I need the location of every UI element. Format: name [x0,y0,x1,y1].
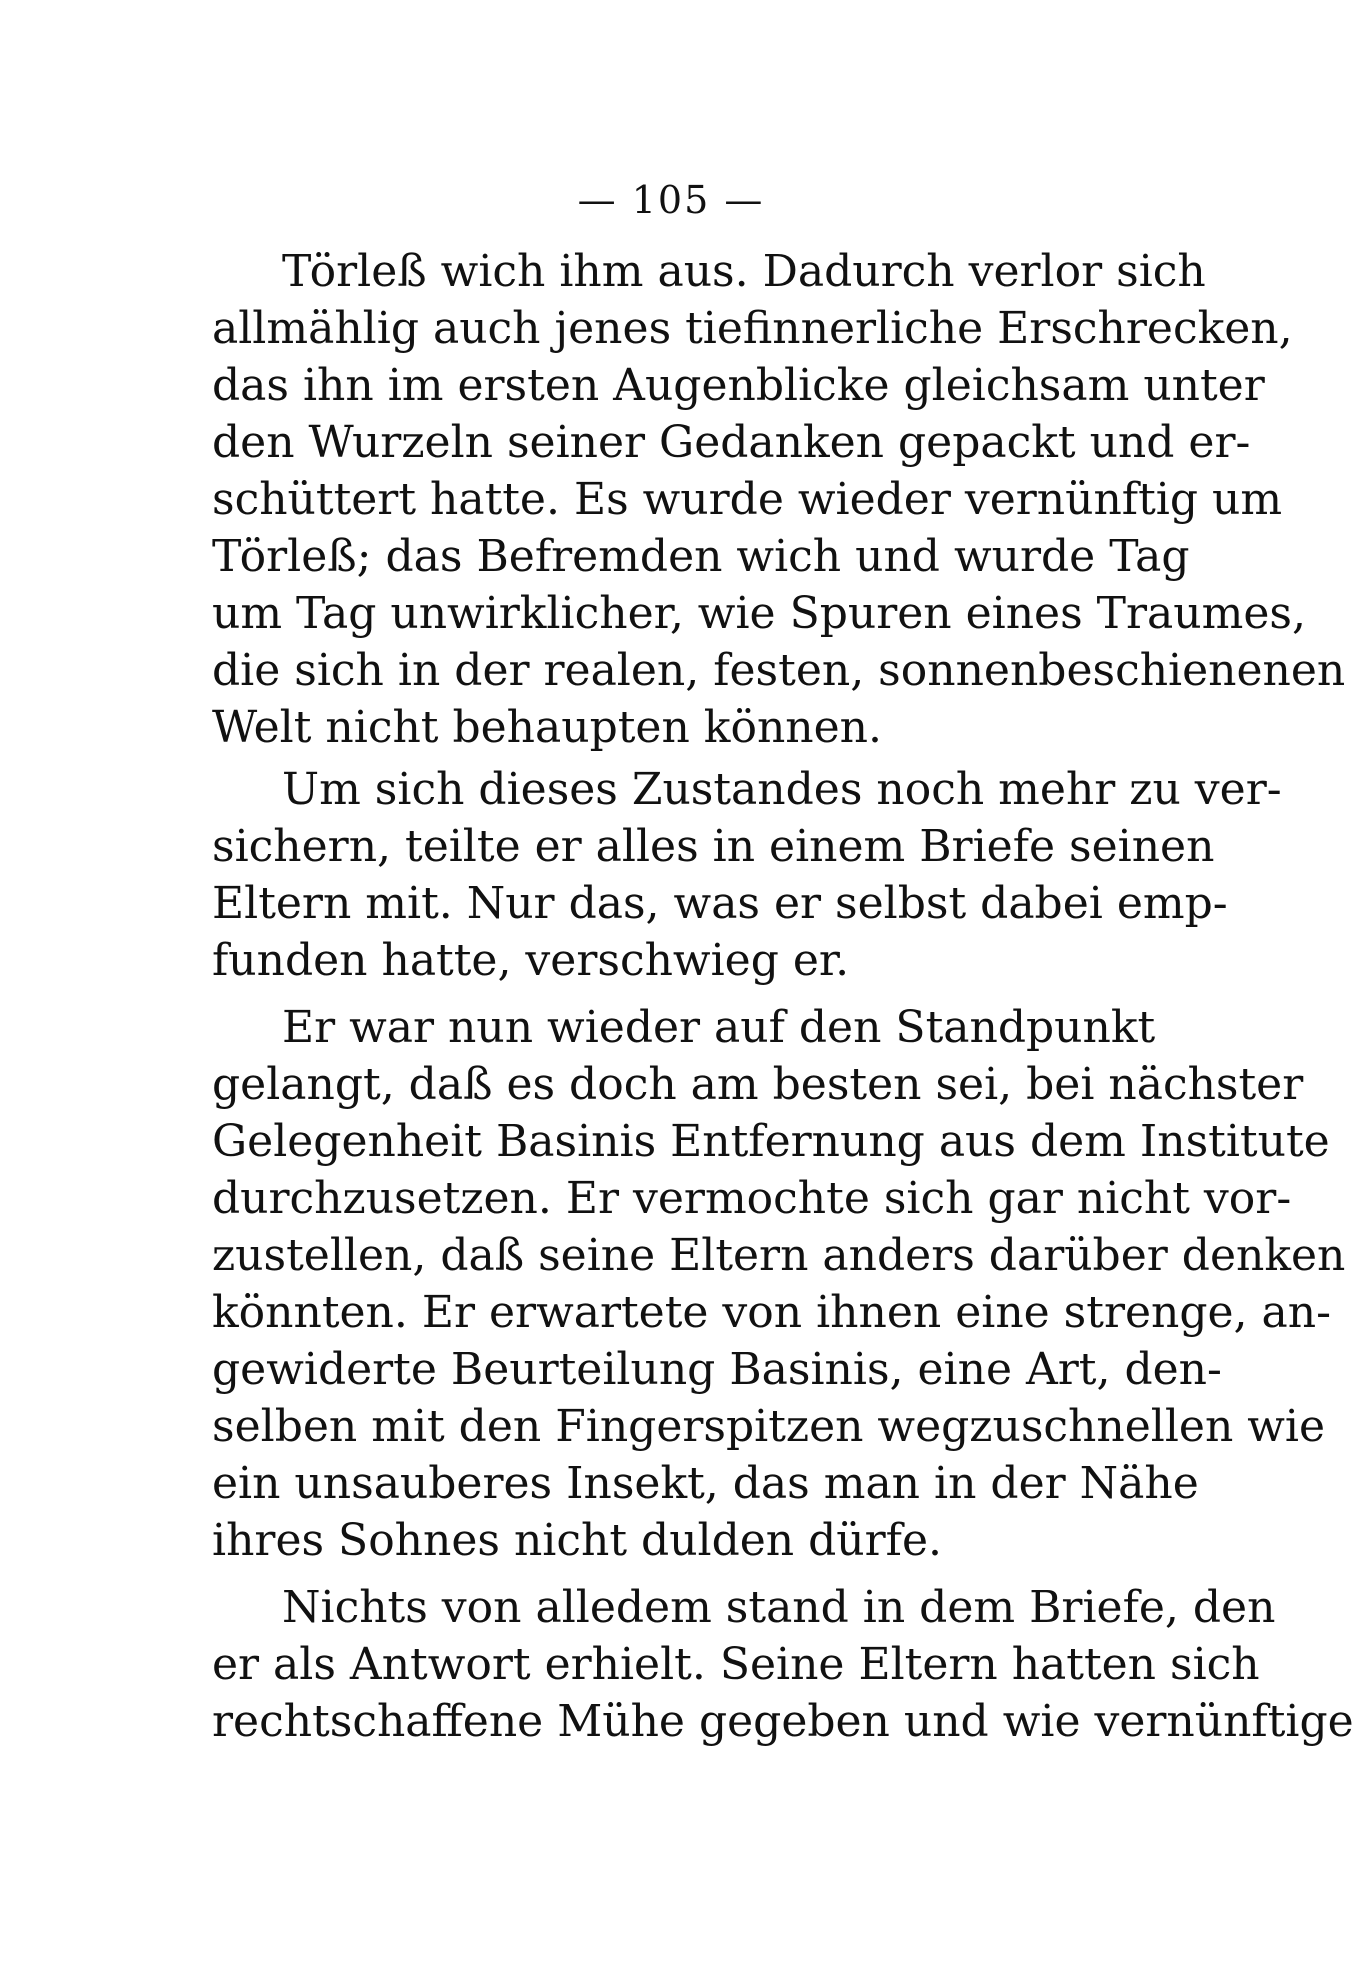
text-line: Er war nun wieder auf den Standpunkt [282,1002,1156,1053]
text-line: das ihn im ersten Augenblicke gleichsam unter [212,360,1265,411]
text-line: gewiderte Beurteilung Basinis, eine Art, den- [212,1344,1222,1395]
text-line: er als Antwort erhielt. Seine Eltern hatten sich [212,1639,1260,1690]
text-line: Um sich dieses Zustandes noch mehr zu ver- [282,764,1282,815]
text-line: Gelegenheit Basinis Entfernung aus dem Institute [212,1116,1330,1167]
text-line: Törleß wich ihm aus. Dadurch verlor sich [282,246,1206,297]
text-line: ein unsauberes Insekt, das man in der Nähe [212,1458,1199,1509]
text-line: um Tag unwirklicher, wie Spuren eines Traumes, [212,588,1306,639]
text-line: schüttert hatte. Es wurde wieder vernünftig um [212,474,1283,525]
text-line: könnten. Er erwartete von ihnen eine strenge, an- [212,1287,1331,1338]
text-line: rechtschaffene Mühe gegeben und wie vernünftige [212,1696,1354,1747]
text-line: allmählig auch jenes tiefinnerliche Erschrecken, [212,303,1293,354]
text-line: funden hatte, verschwieg er. [212,935,850,986]
text-line: zustellen, daß seine Eltern anders darüber denken [212,1230,1346,1281]
text-line: Nichts von alledem stand in dem Briefe, den [282,1582,1276,1633]
text-line: sichern, teilte er alles in einem Briefe seinen [212,821,1215,872]
text-line: durchzusetzen. Er vermochte sich gar nicht vor- [212,1173,1292,1224]
text-line: die sich in der realen, festen, sonnenbeschienenen [212,645,1346,696]
text-line: ihres Sohnes nicht dulden dürfe. [212,1515,942,1566]
text-line: gelangt, daß es doch am besten sei, bei nächster [212,1059,1304,1110]
text-line: Eltern mit. Nur das, was er selbst dabei emp- [212,878,1228,929]
text-line: den Wurzeln seiner Gedanken gepackt und er- [212,417,1251,468]
text-line: selben mit den Fingerspitzen wegzuschnellen wie [212,1401,1326,1452]
text-line: Törleß; das Befremden wich und wurde Tag [212,531,1190,582]
page-number: — 105 — [577,178,765,222]
text-line: Welt nicht behaupten können. [212,702,882,753]
